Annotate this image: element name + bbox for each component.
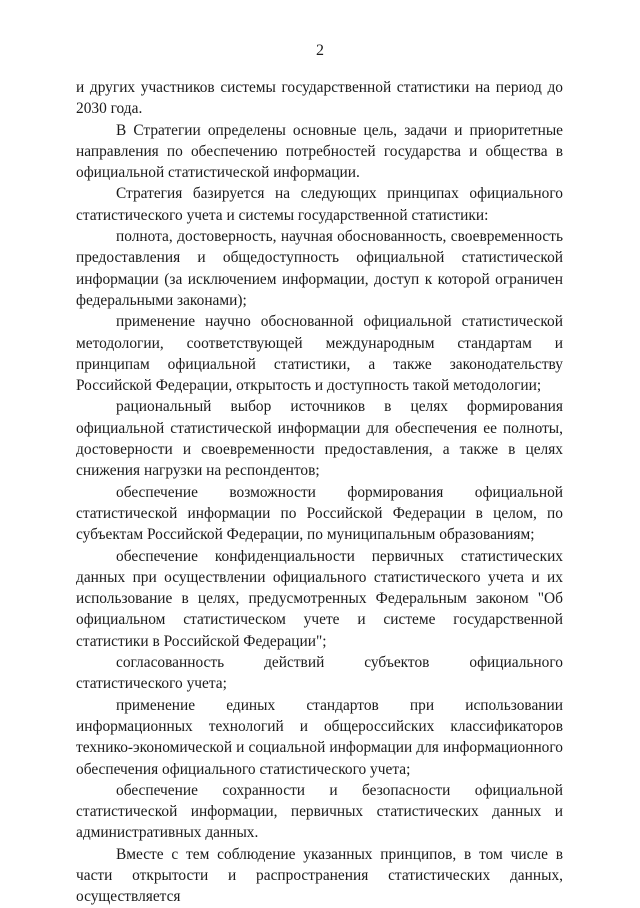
paragraph: и других участников системы государственной статистики на период до 2030 года. [76,79,563,118]
paragraph: В Стратегии определены основные цель, задачи и приоритетные направления по обеспечению потребностей государства и общества в официальной статистической информации. [76,121,563,182]
principle-item: применение научно обоснованной официальной статистической методологии, соответствующей международным стандартам и принципам официальной статистики, а также законодательству Российской Федерации, открытость и доступность такой методологии; [76,313,563,395]
paragraph: Стратегия базируется на следующих принципах официального статистического учета и системы государственной статистики: [76,185,563,224]
principle-item: полнота, достоверность, научная обоснованность, своевременность предоставления и общедоступность официальной статистической информации (за исключением информации, доступ к которой ограничен федеральными законами); [76,228,563,309]
principle-item: обеспечение сохранности и безопасности официальной статистической информации, первичных статистических данных и административных данных. [76,781,563,842]
page-number: 2 [316,42,324,59]
principle-item: обеспечение возможности формирования официальной статистической информации по Российской Федерации в целом, по субъектам Российской Федерации, по муниципальным образованиям; [76,483,563,544]
principle-item: применение единых стандартов при использовании информационных технологий и общероссийских классификаторов технико-экономической и социальной информации для информационного обеспечения официального статистического учета; [76,696,563,778]
paragraph: Вместе с тем соблюдение указанных принципов, в том числе в части открытости и распространения статистических данных, осуществляется [76,845,563,906]
document-body [76,77,563,908]
principle-item: рациональный выбор источников в целях формирования официальной статистической информации для обеспечения ее полноты, достоверности и своевременности предоставления, а также в целях снижения нагрузки на респондентов; [76,398,563,480]
principle-item: обеспечение конфиденциальности первичных статистических данных при осуществлении официального статистического учета и их использование в целях, предусмотренных Федеральным законом "Об официальном статистическом учете и системе государственной статистики в Российской Федерации"; [76,547,563,650]
principle-item: согласованность действий субъектов официального статистического учета; [76,654,563,693]
